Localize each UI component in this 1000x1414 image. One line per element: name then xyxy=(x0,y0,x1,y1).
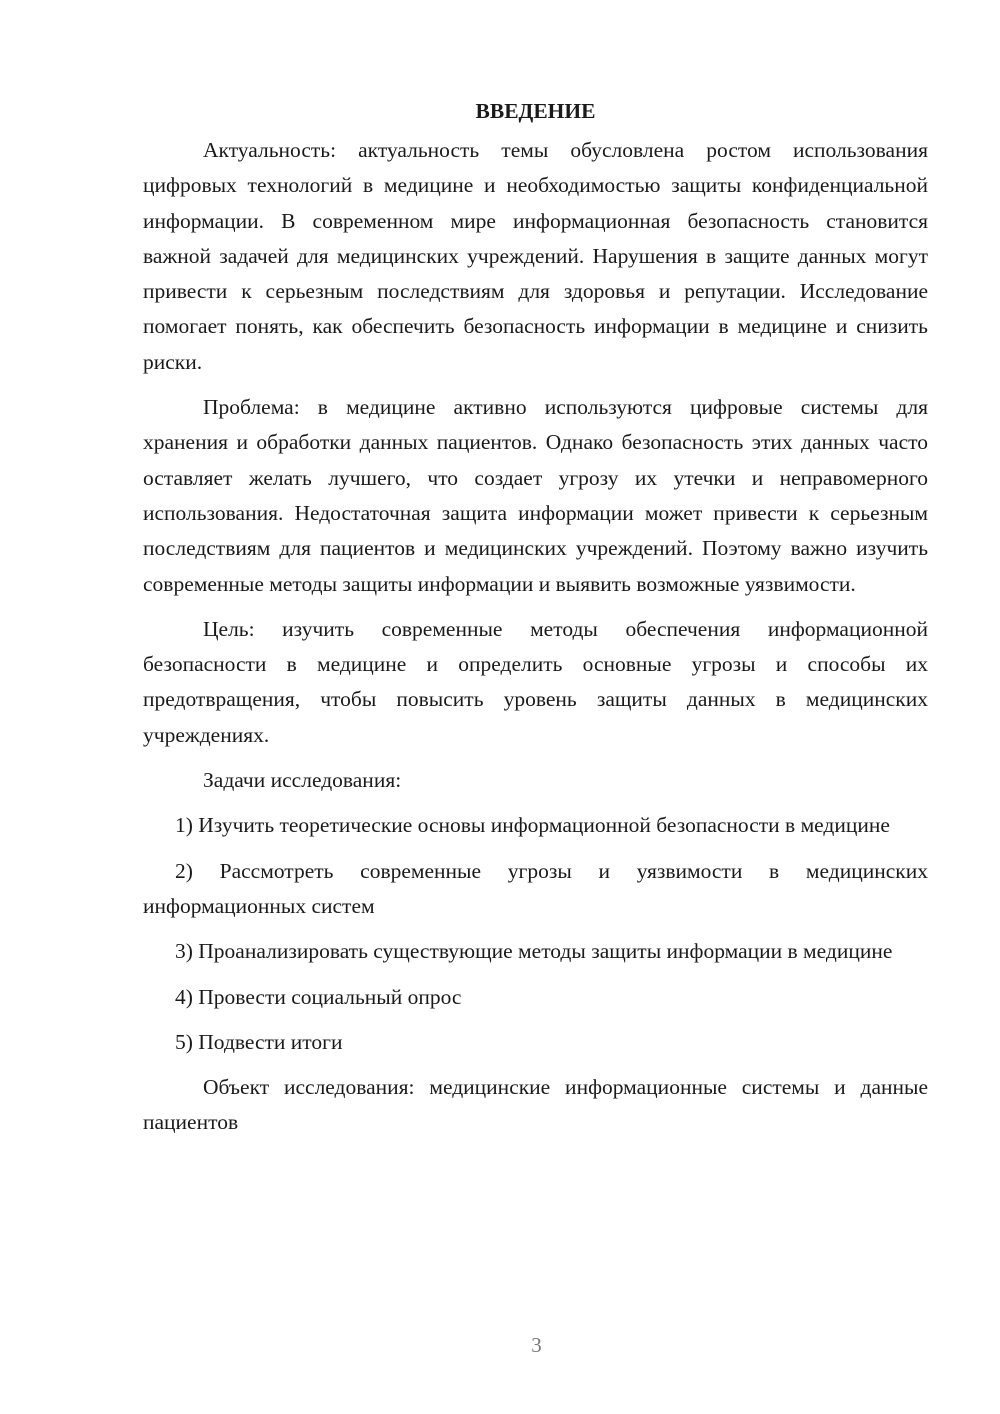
task-item-2: 2) Рассмотреть современные угрозы и уязвимости в медицинских информационных систем xyxy=(143,858,928,918)
section-title: ВВЕДЕНИЕ xyxy=(475,99,596,123)
paragraph-object: Объект исследования: медицинские информационные системы и данные пациентов xyxy=(143,1075,928,1135)
paragraph-relevance: Актуальность: актуальность темы обусловлена ростом использования цифровых технологий в медицине и необходимостью защиты конфиденциальной информации. В современном мире информационная безопасность становится важной задачей для медицинских учреждений. Нарушения в защите данных могут привести к серьезным последствиям для здоровья и репутации. Исследование помогает понять, как обеспечить безопасность информации в медицине и снизить риски. xyxy=(143,138,928,374)
task-item-3: 3) Проанализировать существующие методы защиты информации в медицине xyxy=(175,939,893,964)
task-item-4: 4) Провести социальный опрос xyxy=(175,984,462,1009)
paragraph-problem: Проблема: в медицине активно используются цифровые системы для хранения и обработки данных пациентов. Однако безопасность этих данных часто оставляет желать лучшего, что создает угрозу их утечки и неправомерного использования. Недостаточная защита информации может привести к серьезным последствиям для пациентов и медицинских учреждений. Поэтому важно изучить современные методы защиты информации и выявить возможные уязвимости. xyxy=(143,395,928,596)
page-number: 3 xyxy=(531,1333,542,1357)
tasks-heading: Задачи исследования: xyxy=(203,768,402,793)
task-item-5: 5) Подвести итоги xyxy=(175,1029,343,1054)
document-body xyxy=(143,94,928,1141)
task-item-1: 1) Изучить теоретические основы информационной безопасности в медицине xyxy=(175,813,890,838)
paragraph-goal: Цель: изучить современные методы обеспечения информационной безопасности в медицине и определить основные угрозы и способы их предотвращения, чтобы повысить уровень защиты данных в медицинских учреждениях. xyxy=(143,616,928,747)
